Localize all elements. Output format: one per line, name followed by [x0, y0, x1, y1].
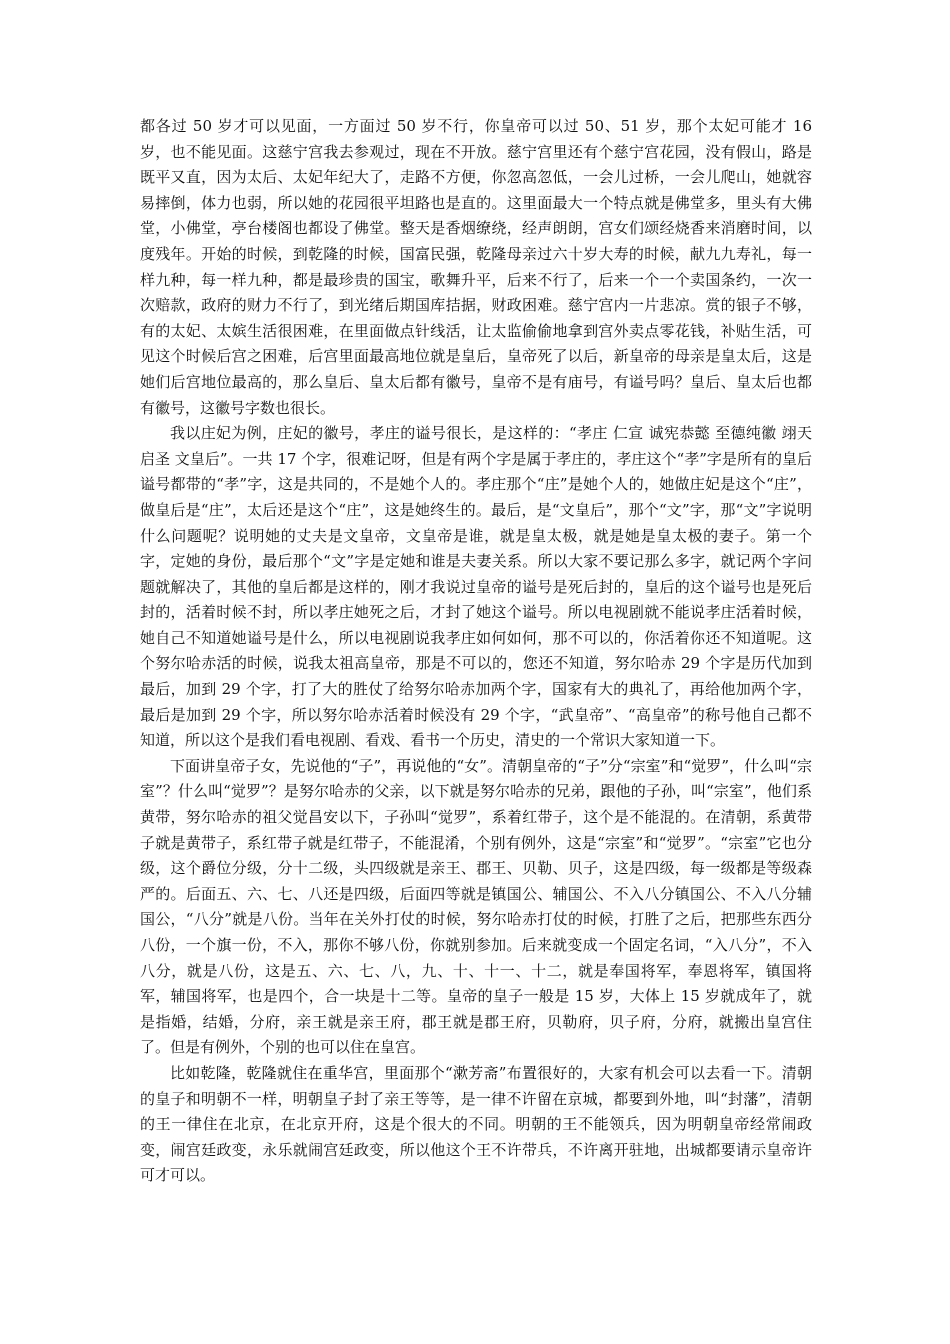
paragraph-3: 下面讲皇帝子女，先说他的“子”，再说他的“女”。清朝皇帝的“子”分“宗室”和“觉罗”，什么叫“宗室”？什么叫“觉罗”？是努尔哈赤的父亲，以下就是努尔哈赤的兄弟，跟他的子孙，叫“宗室”，他们系黄带，努尔哈赤的祖父觉昌安以下，子孙叫“觉罗”，系着红带子，这个是不能混的。在清朝，系黄带子就是黄带子，系红带子就是红带子，不能混淆，个别有例外，这是“宗室”和“觉罗”。“宗室”它也分级，这个爵位分级，分十二级，头四级就是亲王、郡王、贝勒、贝子，这是四级，每一级都是等级森严的。后面五、六、七、八还是四级，后面四等就是镇国公、辅国公、不入八分镇国公、不入八分辅国公，“八分”就是八份。当年在关外打仗的时候，努尔哈赤打仗的时候，打胜了之后，把那些东西分八份，一个旗一份，不入，那你不够八份，你就别参加。后来就变成一个固定名词，“入八分”，不入八分，就是八份，这是五、六、七、八，九、十、十一、十二，就是奉国将军，奉恩将军，镇国将军，辅国将军，也是四个，合一块是十二等。皇帝的皇子一般是 15 岁，大体上 15 岁就成年了，就是指婚，结婚，分府，亲王就是亲王府，郡王就是郡王府，贝勒府，贝子府，分府，就搬出皇宫住了。但是有例外，个别的也可以住在皇宫。: [140, 756, 812, 1057]
paragraph-1: 都各过 50 岁才可以见面，一方面过 50 岁不行，你皇帝可以过 50、51 岁，那个太妃可能才 16 岁，也不能见面。这慈宁宫我去参观过，现在不开放。慈宁宫里还有个慈宁宫花园，没有假山，路是既平又直，因为太后、太妃年纪大了，走路不方便，你忽高忽低，一会儿过桥，一会儿爬山，她就容易摔倒，体力也弱，所以她的花园很平坦路也是直的。这里面最大一个特点就是佛堂多，里头有大佛堂，小佛堂，亭台楼阁也都设了佛堂。整天是香烟缭绕，经声朗朗，宫女们颂经烧香来消磨时间，以度残年。开始的时候，到乾隆的时候，国富民强，乾隆母亲过六十岁大寿的时候，献九九寿礼，每一样九种，每一样九种，都是最珍贵的国宝，歌舞升平，后来不行了，后来一个一个卖国条约，一次一次赔款，政府的财力不行了，到光绪后期国库拮据，财政困难。慈宁宫内一片悲凉。赏的银子不够，有的太妃、太嫔生活很困难，在里面做点针线活，让太监偷偷地拿到宫外卖点零花钱，补贴生活，可见这个时候后宫之困难，后宫里面最高地位就是皇后，皇帝死了以后，新皇帝的母亲是皇太后，这是她们后宫地位最高的，那么皇后、皇太后都有徽号，皇帝不是有庙号，有谥号吗？皇后、皇太后也都有徽号，这徽号字数也很长。: [140, 117, 812, 417]
document-page: [140, 114, 812, 1189]
paragraph-2: 我以庄妃为例，庄妃的徽号，孝庄的谥号很长，是这样的：“孝庄 仁宣 诚宪恭懿 至德纯徽 翊天 启圣 文皇后”。一共 17 个字，很难记呀，但是有两个字是属于孝庄的，孝庄这个“孝”字是所有的皇后谥号都带的“孝”字，这是共同的，不是她个人的。孝庄那个“庄”是她个人的，她做庄妃是这个“庄”，做皇后是“庄”，太后还是这个“庄”，这是她终生的。最后，是“文皇后”，那个“文”字，那“文”字说明什么问题呢？说明她的丈夫是文皇帝，文皇帝是谁，就是皇太极，就是她是皇太极的妻子。第一个字，定她的身份，最后那个“文”字是定她和谁是夫妻关系。所以大家不要记那么多字，就记两个字问题就解决了，其他的皇后都是这样的，刚才我说过皇帝的谥号是死后封的，皇后的这个谥号也是死后封的，活着时候不封，所以孝庄她死之后，才封了她这个谥号。所以电视剧就不能说孝庄活着时候，她自己不知道她谥号是什么，所以电视剧说我孝庄如何如何，那不可以的，你活着你还不知道呢。这个努尔哈赤活的时候，说我太祖高皇帝，那是不可以的，您还不知道，努尔哈赤 29 个字是历代加到最后，加到 29 个字，打了大的胜仗了给努尔哈赤加两个字，国家有大的典礼了，再给他加两个字，最后是加到 29 个字，所以努尔哈赤活着时候没有 29 个字，“武皇帝”、“高皇帝”的称号他自己都不知道，所以这个是我们看电视剧、看戏、看书一个历史，清史的一个常识大家知道一下。: [140, 424, 812, 750]
paragraph-4: 比如乾隆，乾隆就住在重华宫，里面那个“漱芳斋”布置很好的，大家有机会可以去看一下。清朝的皇子和明朝不一样，明朝皇子封了亲王等等，是一律不许留在京城，都要到外地，叫“封藩”，清朝的王一律住在北京，在北京开府，这是个很大的不同。明朝的王不能领兵，因为明朝皇帝经常闹政变，闹宫廷政变，永乐就闹宫廷政变，所以他这个王不许带兵，不许离开驻地，出城都要请示皇帝许可才可以。: [140, 1063, 812, 1185]
